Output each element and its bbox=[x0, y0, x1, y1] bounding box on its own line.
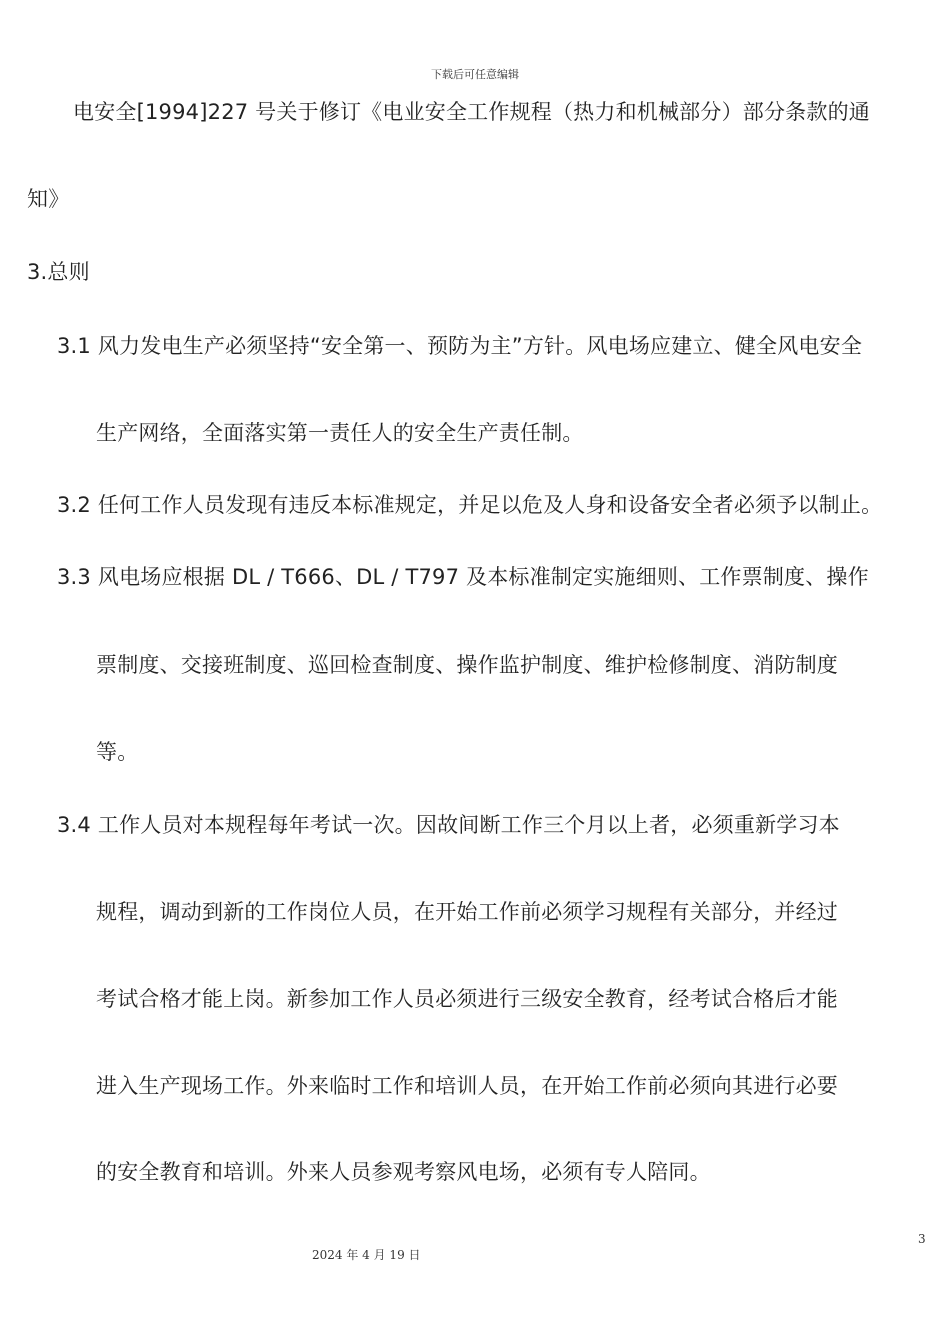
clause-3-1-line-2: 生产网络，全面落实第一责任人的安全生产责任制。 bbox=[96, 421, 584, 445]
clause-3-3-line-3: 等。 bbox=[96, 740, 139, 764]
clause-3-2-line-1: 3.2 任何工作人员发现有违反本标准规定，并足以危及人身和设备安全者必须予以制止。 bbox=[57, 493, 883, 517]
clause-3-1-line-1: 3.1 风力发电生产必须坚持“安全第一、预防为主”方针。风电场应建立、健全风电安全 bbox=[57, 334, 863, 358]
clause-3-3-line-1: 3.3 风电场应根据 DL / T666、DL / T797 及本标准制定实施细则、工作票制度、操作 bbox=[57, 565, 869, 589]
clause-3-4-line-3: 考试合格才能上岗。新参加工作人员必须进行三级安全教育，经考试合格后才能 bbox=[96, 987, 838, 1011]
clause-3-4-line-5: 的安全教育和培训。外来人员参观考察风电场，必须有专人陪同。 bbox=[96, 1160, 711, 1184]
clause-3-4-line-1: 3.4 工作人员对本规程每年考试一次。因故间断工作三个月以上者，必须重新学习本 bbox=[57, 813, 840, 837]
reference-line-1: 电安全[1994]227 号关于修订《电业安全工作规程（热力和机械部分）部分条款的通 bbox=[73, 100, 870, 124]
clause-3-4-line-4: 进入生产现场工作。外来临时工作和培训人员，在开始工作前必须向其进行必要 bbox=[96, 1074, 838, 1098]
reference-line-2: 知》 bbox=[27, 187, 70, 211]
footer-date: 2024 年 4 月 19 日 bbox=[312, 1248, 421, 1262]
section-title: 3.总则 bbox=[27, 260, 90, 284]
page-header-note: 下载后可任意编辑 bbox=[431, 68, 519, 81]
clause-3-4-line-2: 规程，调动到新的工作岗位人员，在开始工作前必须学习规程有关部分，并经过 bbox=[96, 900, 838, 924]
page-number: 3 bbox=[918, 1232, 926, 1246]
clause-3-3-line-2: 票制度、交接班制度、巡回检查制度、操作监护制度、维护检修制度、消防制度 bbox=[96, 653, 838, 677]
